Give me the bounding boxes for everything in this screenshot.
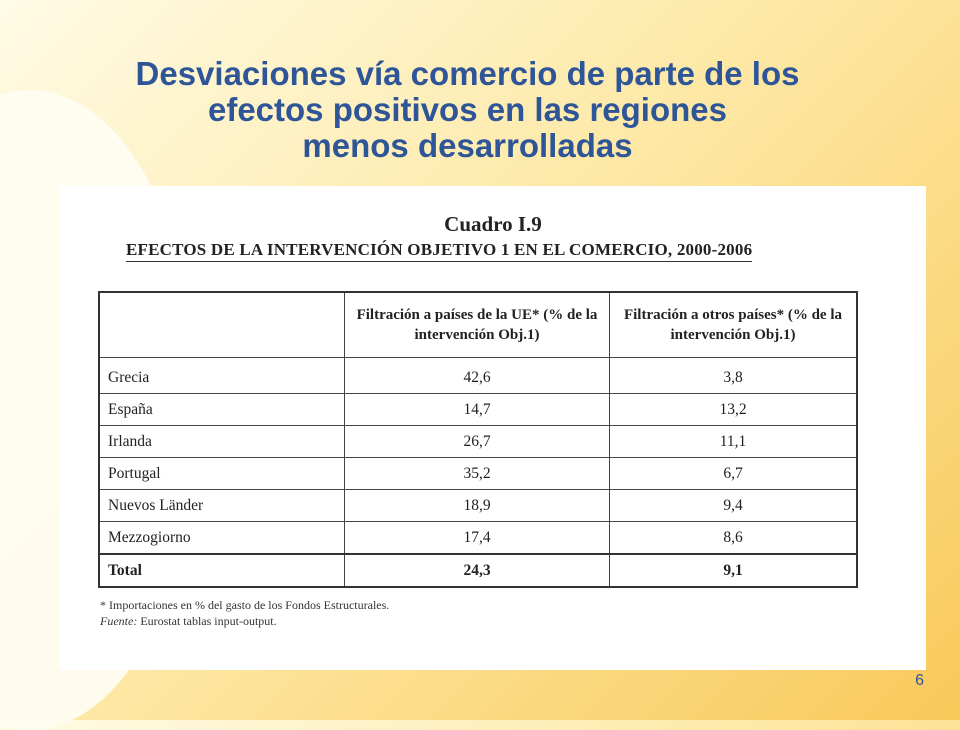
- other-value: 13,2: [610, 394, 858, 426]
- row-label: España: [99, 394, 345, 426]
- table-row: [99, 358, 857, 394]
- other-value: 6,7: [610, 458, 858, 490]
- eu-value: 18,9: [345, 490, 610, 522]
- source-text: Eurostat tablas input-output.: [137, 614, 277, 628]
- header-empty: [99, 292, 345, 358]
- table-row: [99, 394, 857, 426]
- header-eu-leakage: Filtración a países de la UE* (% de la intervención Obj.1): [345, 292, 610, 358]
- eu-value: 17,4: [345, 522, 610, 555]
- total-label: Total: [99, 554, 345, 587]
- page-number: 6: [915, 672, 924, 689]
- other-value: 11,1: [610, 426, 858, 458]
- row-label: Portugal: [99, 458, 345, 490]
- table-source: [100, 614, 277, 629]
- table-header-row: [99, 292, 857, 358]
- slide-title: [0, 56, 935, 164]
- other-value: 3,8: [610, 358, 858, 394]
- slide-title-line-3: menos desarrolladas: [302, 127, 633, 164]
- eu-value: 26,7: [345, 426, 610, 458]
- total-other-value: 9,1: [610, 554, 858, 587]
- total-eu-value: 24,3: [345, 554, 610, 587]
- table-caption: Cuadro I.9: [444, 212, 542, 236]
- other-value: 8,6: [610, 522, 858, 555]
- table-footnote: * Importaciones en % del gasto de los Fondos Estructurales.: [100, 598, 390, 612]
- eu-value: 35,2: [345, 458, 610, 490]
- table-total-row: [99, 554, 857, 587]
- slide-title-line-2: efectos positivos en las regiones: [207, 91, 727, 128]
- table-row: [99, 522, 857, 555]
- header-other-leakage: Filtración a otros países* (% de la intervención Obj.1): [610, 292, 858, 358]
- slide-title-line-1: Desviaciones vía comercio de parte de los: [135, 55, 800, 92]
- row-label: Nuevos Länder: [99, 490, 345, 522]
- eu-value: 42,6: [345, 358, 610, 394]
- eu-value: 14,7: [345, 394, 610, 426]
- scanned-table-image: [60, 186, 926, 670]
- data-table: [98, 291, 858, 588]
- row-label: Grecia: [99, 358, 345, 394]
- table-row: [99, 458, 857, 490]
- table-row: [99, 490, 857, 522]
- other-value: 9,4: [610, 490, 858, 522]
- row-label: Irlanda: [99, 426, 345, 458]
- source-label: Fuente:: [100, 614, 138, 628]
- row-label: Mezzogiorno: [99, 522, 345, 555]
- table-subtitle: EFECTOS DE LA INTERVENCIÓN OBJETIVO 1 EN EL COMERCIO, 2000-2006: [126, 240, 752, 262]
- table-row: [99, 426, 857, 458]
